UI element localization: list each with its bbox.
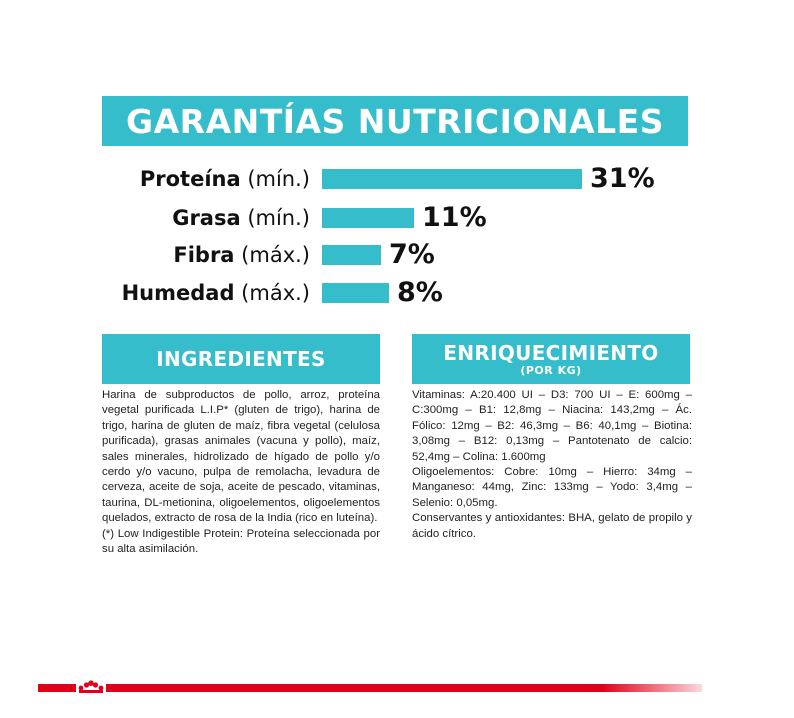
nutrient-label — [122, 276, 310, 310]
nutrient-bar — [322, 208, 414, 228]
nutrient-qualifier: (máx.) — [241, 281, 310, 305]
nutrient-qualifier: (máx.) — [241, 243, 310, 267]
nutrient-value: 8% — [397, 277, 443, 308]
enrichment-oligoelements: Oligoelementos: Cobre: 10mg – Hierro: 34mg – Manganeso: 44mg, Zinc: 133mg – Yodo: 3,4mg – Selenio: 0,05mg. — [412, 466, 692, 509]
enrichment-header — [412, 334, 690, 384]
nutrient-bar — [322, 283, 389, 303]
nutrient-name: Proteína — [139, 167, 241, 191]
enrichment-heading: ENRIQUECIMIENTO — [443, 340, 659, 365]
royal-crown-icon — [76, 678, 106, 694]
nutrient-bar — [322, 245, 381, 265]
enrichment-subheading: (POR KG) — [520, 363, 582, 377]
nutrient-value: 7% — [389, 239, 435, 270]
nutrient-label — [172, 201, 310, 235]
title-banner — [102, 96, 688, 146]
enrichment-text — [412, 388, 692, 542]
nutrient-row-fibra — [0, 238, 794, 272]
nutrient-value: 11% — [422, 202, 487, 233]
ingredients-paragraph: Harina de subproductos de pollo, arroz, proteína vegetal purificada L.I.P* (gluten de trigo), harina de trigo, harina de gluten de maíz, fibra vegetal (celulosa purificada), grasas animales (vacuna y pollo), maíz, sales minerales, hidrolizado de hígado de pollo y/o cerdo y/o vacuno, pulpa de remolacha, levadura de cerveza, aceite de soja, aceite de pescado, vitaminas, taurina, DL-metionina, oligoelementos, oligoelementos quelados, extracto de rosa de la India (rico en luteína). — [102, 389, 380, 525]
nutrient-label — [140, 162, 310, 196]
nutrient-row-proteina — [0, 162, 794, 196]
nutrient-qualifier: (mín.) — [247, 167, 310, 191]
enrichment-preservatives: Conservantes y antioxidantes: BHA, gelato de propilo y ácido cítrico. — [412, 512, 692, 540]
nutrient-row-grasa — [0, 201, 794, 235]
enrichment-vitamins: Vitaminas: A:20.400 UI – D3: 700 UI – E: 600mg – C:300mg – B1: 12,8mg – Niacina: 143,2mg – Ác. Fólico: 12mg – B2: 46,3mg – B6: 40,1mg – Biotina: 3,08mg – B12: 0,13mg – Pantotenato de calcio: 52,4mg – Colina: 1.600mg — [412, 389, 692, 463]
nutrient-name: Humedad — [121, 281, 235, 305]
nutrient-qualifier: (mín.) — [247, 206, 310, 230]
page-title: GARANTÍAS NUTRICIONALES — [126, 101, 664, 141]
ingredients-footnote: (*) Low Indigestible Protein: Proteína seleccionada por su alta asimilación. — [102, 527, 380, 556]
nutrient-bar — [322, 169, 582, 189]
nutrient-label — [173, 238, 310, 272]
nutrient-name: Grasa — [172, 206, 241, 230]
nutrient-value: 31% — [590, 163, 655, 194]
ingredients-text — [102, 388, 380, 557]
footer-line — [38, 684, 702, 692]
ingredients-heading: INGREDIENTES — [156, 347, 326, 371]
nutrient-row-humedad — [0, 276, 794, 310]
nutrient-name: Fibra — [173, 243, 235, 267]
ingredients-header — [102, 334, 380, 384]
